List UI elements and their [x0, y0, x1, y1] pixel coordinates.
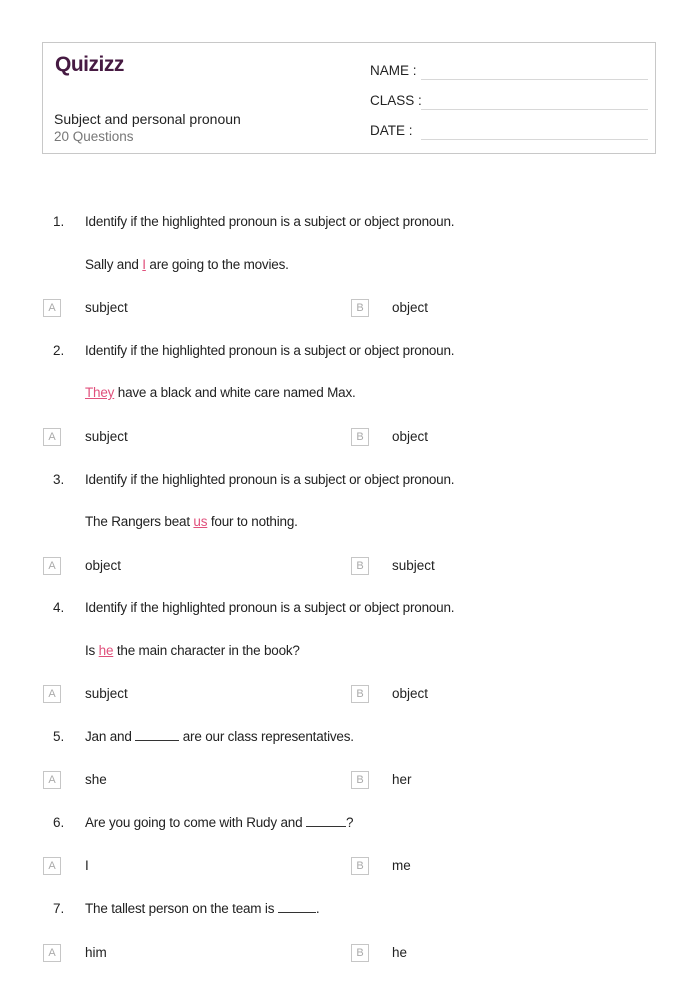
- option-b-badge[interactable]: B: [351, 944, 369, 962]
- option-b-text[interactable]: object: [392, 300, 429, 315]
- question-prompt: Identify if the highlighted pronoun is a subject or object pronoun.: [85, 472, 455, 487]
- option-b-text[interactable]: object: [392, 429, 429, 444]
- date-field[interactable]: [370, 120, 648, 140]
- option-a-text[interactable]: subject: [85, 686, 128, 701]
- option-a-text[interactable]: I: [85, 858, 89, 873]
- class-line: [421, 109, 648, 110]
- worksheet-title: Subject and personal pronoun: [54, 111, 241, 127]
- option-a-text[interactable]: subject: [85, 300, 128, 315]
- highlighted-pronoun: he: [98, 643, 114, 658]
- answer-blank: [278, 901, 316, 913]
- option-a-badge[interactable]: A: [43, 557, 61, 575]
- option-b-badge[interactable]: B: [351, 857, 369, 875]
- option-a-badge[interactable]: A: [43, 428, 61, 446]
- option-a-badge[interactable]: A: [43, 685, 61, 703]
- quizizz-logo: Quizizz: [55, 53, 124, 76]
- option-b-text[interactable]: me: [392, 858, 411, 873]
- question-prompt: Are you going to come with Rudy and ?: [85, 815, 354, 830]
- option-b-text[interactable]: subject: [392, 558, 435, 573]
- option-b-badge[interactable]: B: [351, 685, 369, 703]
- highlighted-pronoun: They: [85, 385, 115, 400]
- option-b-text[interactable]: her: [392, 772, 412, 787]
- highlighted-pronoun: us: [193, 514, 208, 529]
- option-a-badge[interactable]: A: [43, 857, 61, 875]
- name-field[interactable]: [370, 60, 648, 80]
- date-label: DATE :: [370, 123, 413, 138]
- option-a-badge[interactable]: A: [43, 944, 61, 962]
- option-b-badge[interactable]: B: [351, 771, 369, 789]
- question-prompt: The tallest person on the team is .: [85, 901, 320, 916]
- answer-blank: [306, 815, 346, 827]
- question-number: 1.: [53, 214, 65, 229]
- question-sentence: Is he the main character in the book?: [85, 643, 300, 658]
- class-field[interactable]: [370, 90, 648, 110]
- date-line: [421, 139, 648, 140]
- class-label: CLASS :: [370, 93, 422, 108]
- name-label: NAME :: [370, 63, 417, 78]
- question-prompt: Identify if the highlighted pronoun is a subject or object pronoun.: [85, 600, 455, 615]
- option-a-text[interactable]: she: [85, 772, 107, 787]
- question-number: 3.: [53, 472, 65, 487]
- option-a-text[interactable]: him: [85, 945, 107, 960]
- highlighted-pronoun: I: [142, 257, 146, 272]
- question-sentence: Sally and I are going to the movies.: [85, 257, 289, 272]
- name-line: [421, 79, 648, 80]
- option-b-text[interactable]: he: [392, 945, 408, 960]
- question-number: 6.: [53, 815, 65, 830]
- question-number: 4.: [53, 600, 65, 615]
- question-number: 2.: [53, 343, 65, 358]
- answer-blank: [135, 729, 179, 741]
- option-b-badge[interactable]: B: [351, 299, 369, 317]
- question-prompt: Identify if the highlighted pronoun is a subject or object pronoun.: [85, 343, 455, 358]
- option-a-badge[interactable]: A: [43, 771, 61, 789]
- worksheet-header: [42, 42, 656, 154]
- option-b-badge[interactable]: B: [351, 557, 369, 575]
- question-sentence: The Rangers beat us four to nothing.: [85, 514, 298, 529]
- question-number: 7.: [53, 901, 65, 916]
- option-a-badge[interactable]: A: [43, 299, 61, 317]
- question-sentence: They have a black and white care named Max.: [85, 385, 356, 400]
- question-count: 20 Questions: [54, 129, 134, 144]
- option-a-text[interactable]: object: [85, 558, 122, 573]
- question-prompt: Jan and are our class representatives.: [85, 729, 354, 744]
- question-prompt: Identify if the highlighted pronoun is a subject or object pronoun.: [85, 214, 455, 229]
- question-number: 5.: [53, 729, 65, 744]
- option-b-badge[interactable]: B: [351, 428, 369, 446]
- option-a-text[interactable]: subject: [85, 429, 128, 444]
- option-b-text[interactable]: object: [392, 686, 429, 701]
